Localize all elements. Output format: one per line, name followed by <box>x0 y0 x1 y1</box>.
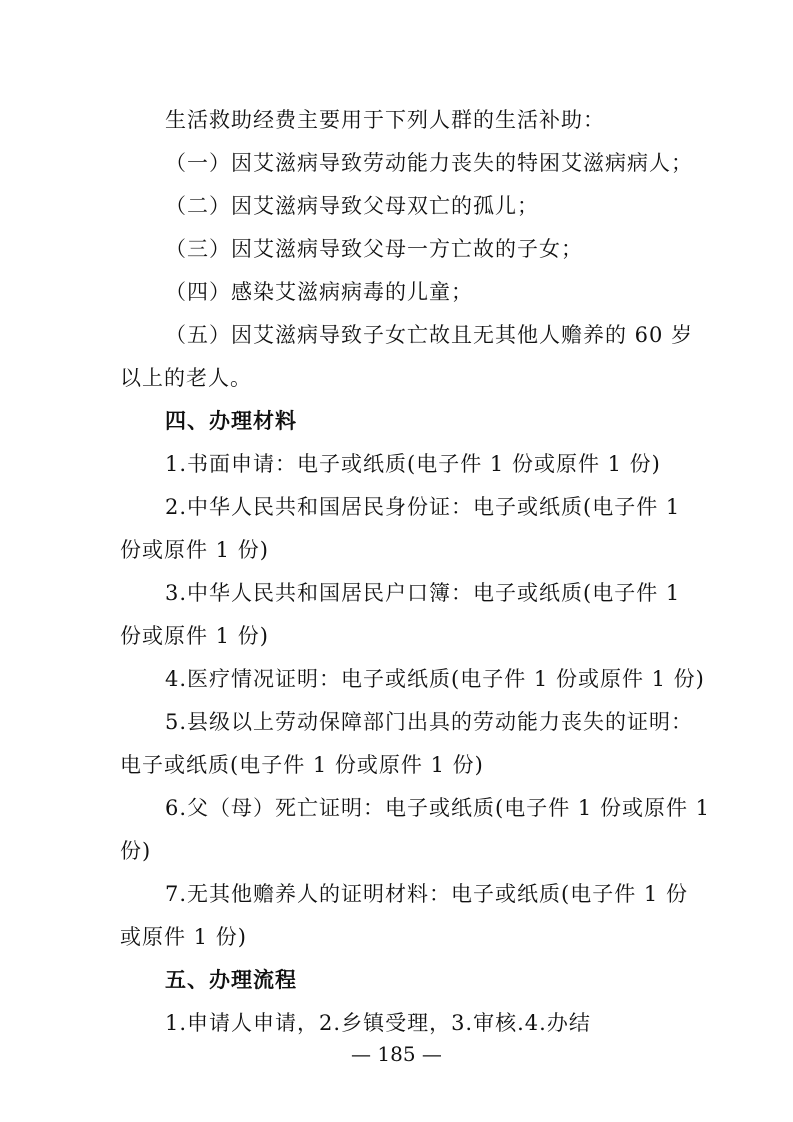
material-item-6: 6.父（母）死亡证明：电子或纸质(电子件 1 份或原件 1 <box>165 796 710 820</box>
page-number: — 185 — <box>351 1042 442 1066</box>
process-steps: 1.申请人申请，2.乡镇受理，3.审核.4.办结 <box>165 1011 591 1035</box>
material-item-2-continued: 份或原件 1 份) <box>120 538 269 562</box>
material-item-5: 5.县级以上劳动保障部门出具的劳动能力丧失的证明： <box>165 710 694 734</box>
section-heading-materials: 四、办理材料 <box>165 408 297 433</box>
material-item-7: 7.无其他赡养人的证明材料：电子或纸质(电子件 1 份 <box>165 882 688 906</box>
material-item-1: 1.书面申请：电子或纸质(电子件 1 份或原件 1 份) <box>165 452 661 476</box>
material-item-3: 3.中华人民共和国居民户口簿：电子或纸质(电子件 1 <box>165 581 681 605</box>
intro-paragraph: 生活救助经费主要用于下列人群的生活补助： <box>165 108 605 132</box>
material-item-2: 2.中华人民共和国居民身份证：电子或纸质(电子件 1 <box>165 495 681 519</box>
group-item-5-continued: 以上的老人。 <box>120 366 252 390</box>
group-item-1: （一）因艾滋病导致劳动能力丧失的特困艾滋病病人； <box>165 151 693 175</box>
material-item-4: 4.医疗情况证明：电子或纸质(电子件 1 份或原件 1 份) <box>165 667 705 691</box>
group-item-5: （五）因艾滋病导致子女亡故且无其他人赡养的 60 岁 <box>165 323 694 347</box>
material-item-6-continued: 份) <box>120 839 152 863</box>
material-item-7-continued: 或原件 1 份) <box>120 925 247 949</box>
group-item-3: （三）因艾滋病导致父母一方亡故的子女； <box>165 237 583 261</box>
material-item-3-continued: 份或原件 1 份) <box>120 624 269 648</box>
material-item-5-continued: 电子或纸质(电子件 1 份或原件 1 份) <box>120 753 484 777</box>
section-heading-process: 五、办理流程 <box>165 967 297 992</box>
group-item-4: （四）感染艾滋病病毒的儿童； <box>165 280 473 304</box>
group-item-2: （二）因艾滋病导致父母双亡的孤儿； <box>165 194 539 218</box>
